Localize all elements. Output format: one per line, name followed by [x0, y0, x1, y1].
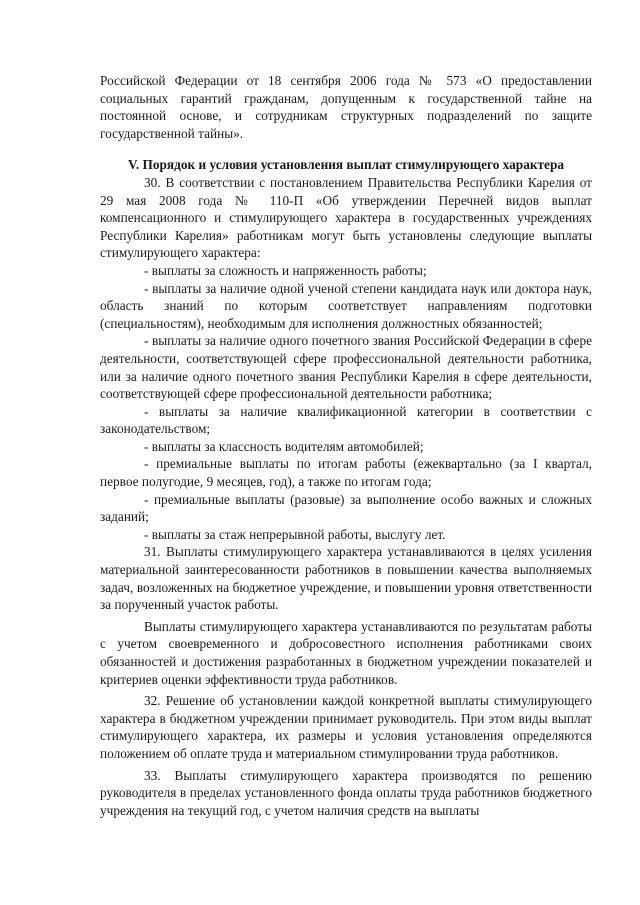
list-item: - премиальные выплаты (разовые) за выполнение особо важных и сложных заданий; [100, 491, 592, 525]
section-title: V. Порядок и условия установления выплат стимулирующего характера [128, 157, 564, 173]
list-item: - выплаты за сложность и напряженность работы; [144, 262, 427, 278]
list-item: - выплаты за классность водителям автомобилей; [144, 438, 424, 454]
paragraph-31-continued: Выплаты стимулирующего характера устанавливаются по результатам работы с учетом своевременного и добросовестного исполнения работниками своих обязанностей и достижения разработанных в бюджетном учреждении показателей и критериев оценки эффективности труда работников. [100, 618, 592, 687]
paragraph-31: 31. Выплаты стимулирующего характера устанавливаются в целях усиления материальной заинтересованности работников в повышении качества выполняемых задач, возложенных на бюджетное учреждение, и повышении уровня ответственности за порученный участок работы. [100, 544, 592, 613]
document-body [100, 72, 592, 819]
paragraph-32: 32. Решение об установлении каждой конкретной выплаты стимулирующего характера в бюджетном учреждении принимает руководитель. При этом виды выплат стимулирующего характера, их размеры и условия установления определяются положением об оплате труда и материальном стимулировании труда работников. [100, 693, 592, 761]
paragraph-33: 33. Выплаты стимулирующего характера производятся по решению руководителя в пределах установленного фонда оплаты труда работников бюджетного учреждения на текущий год, с учетом наличия средств на выплаты [100, 767, 592, 818]
list-item: - выплаты за наличие одной ученой степени кандидата наук или доктора наук, область знаний по которым соответствует направлениям подготовки (специальностям), необходимым для исполнения должностных обязанностей; [100, 280, 592, 331]
list-item: - выплаты за наличие квалификационной категории в соответствии с законодательством; [100, 403, 592, 437]
list-item: - выплаты за наличие одного почетного звания Российской Федерации в сфере деятельности, соответствующей сфере профессиональной деятельности работника, или за наличие одного почетного звания Республики Карелия в сфере деятельности, соответствующей сфере профессиональной деятельности работника; [100, 333, 592, 402]
list-item: - премиальные выплаты по итогам работы (ежеквартально (за I квартал, первое полугодие, 9 месяцев, год), а также по итогам года; [100, 456, 592, 490]
paragraph-30: 30. В соответствии с постановлением Правительства Республики Карелия от 29 мая 2008 года № 110-П «Об утверждении Перечней видов выплат компенсационного и стимулирующего характера в государственных учреждениях Республики Карелия» работникам могут быть установлены следующие выплаты стимулирующего характера: [100, 174, 592, 261]
intro-paragraph: Российской Федерации от 18 сентября 2006 года № 573 «О предоставлении социальных гарантий гражданам, допущенным к государственной тайне на постоянной основе, и сотрудникам структурных подразделений по защите государственной тайны». [100, 73, 592, 141]
list-item: - выплаты за стаж непрерывной работы, выслугу лет. [144, 526, 446, 542]
